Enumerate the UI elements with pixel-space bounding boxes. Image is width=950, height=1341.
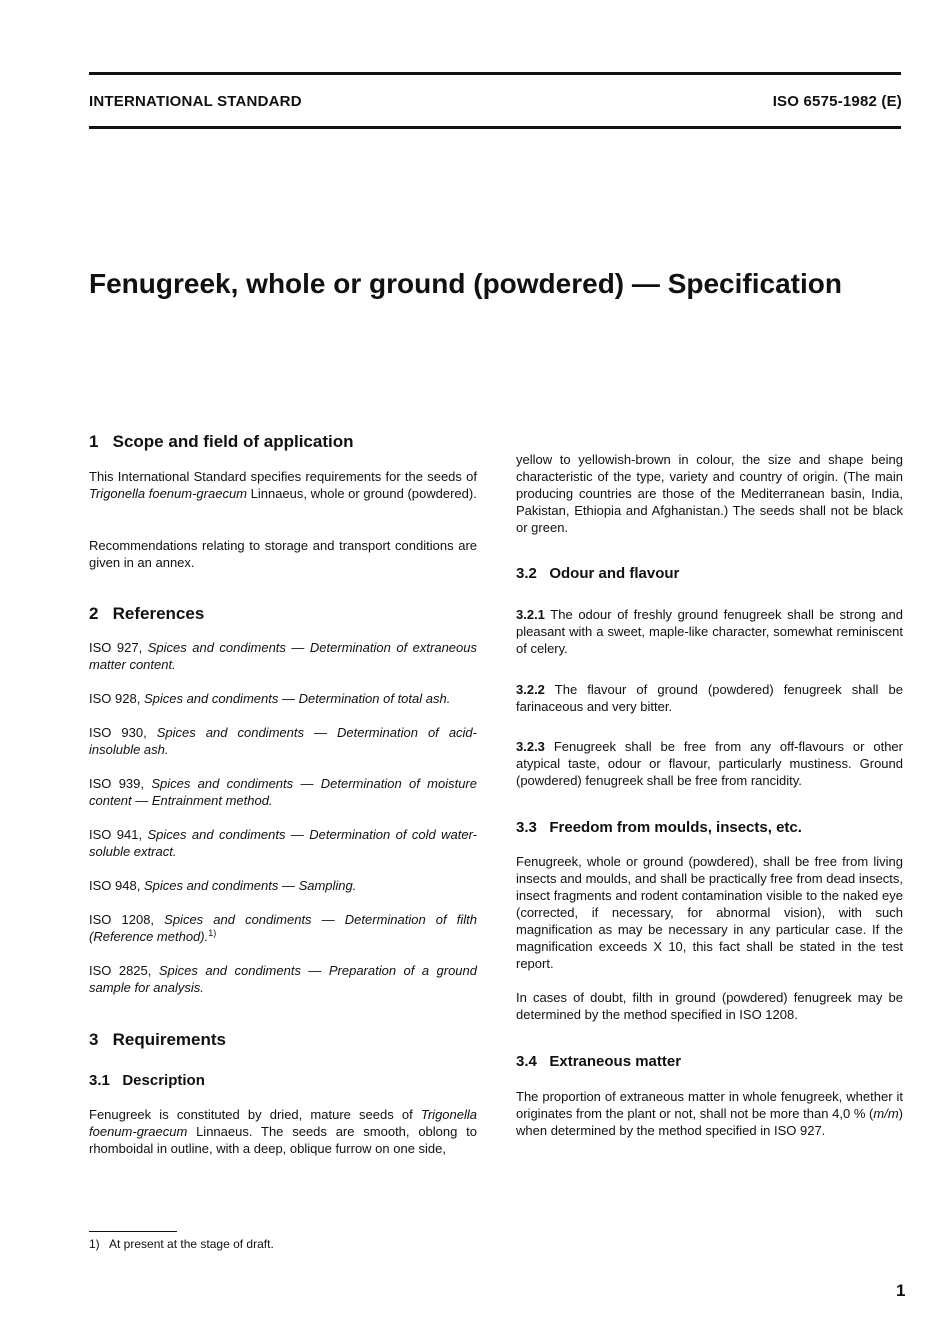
ref-number: ISO 2825, <box>89 963 152 978</box>
reference-item <box>89 724 477 758</box>
section-3-4-paragraph <box>516 1088 903 1139</box>
s1-p1-text-c: Linnaeus, whole or ground (powdered). <box>247 486 477 501</box>
ref-title: Spices and condiments — Determination of filth (Reference method). <box>89 912 477 944</box>
section-3-3-paragraph-1: Fenugreek, whole or ground (powdered), shall be free from living insects and moulds, and shall be practically free from dead insects, insect fragments and rodent contamination visible to the naked eye (corrected, if necessary, for abnormal vision), with such magnification as may be necessary in any particular case. If the magnification exceeds X 10, this fact shall be stated in the test report. <box>516 854 903 971</box>
s321-text: The odour of freshly ground fenugreek shall be strong and pleasant with a sweet, maple-like character, somewhat reminiscent of celery. <box>516 607 903 656</box>
section-3-2-3-paragraph <box>516 738 903 789</box>
ref-number: ISO 930, <box>89 725 147 740</box>
reference-item <box>89 962 477 996</box>
ref-title: Spices and condiments — Sampling. <box>143 878 357 893</box>
reference-item <box>89 911 477 945</box>
ref-number: ISO 941, <box>89 827 143 842</box>
top-rule <box>89 72 901 75</box>
section-3-1-continued: yellow to yellowish-brown in colour, the size and shape being characteristic of the type, variety and country of origin. (The main producing countries are those of the Mediterranean basin, India, Pakistan, Ethiopia and Afghanistan.) The seeds shall not be black or green. <box>516 452 903 535</box>
s1-p1-species: Trigonella foenum-graecum <box>89 486 247 501</box>
s34-unit: m/m <box>873 1106 899 1121</box>
section-1-paragraph-2: Recommendations relating to storage and transport conditions are given in an annex. <box>89 538 477 570</box>
s31-text-c: Linnaeus. The seeds are smooth, oblong to rhomboidal in outline, with a deep, oblique furrow on one side, <box>89 1124 477 1156</box>
section-3-3-heading: 3.3 Freedom from moulds, insects, etc. <box>516 819 802 836</box>
section-3-2-1-paragraph <box>516 606 903 657</box>
ref-title: Spices and condiments — Preparation of a ground sample for analysis. <box>89 963 477 995</box>
section-1-heading: 1 Scope and field of application <box>89 432 354 451</box>
ref-number: ISO 948, <box>89 878 141 893</box>
page-title: Fenugreek, whole or ground (powdered) — Specification <box>89 268 842 299</box>
s321-number: 3.2.1 <box>516 607 545 622</box>
section-3-heading: 3 Requirements <box>89 1030 226 1049</box>
header-right: ISO 6575-1982 (E) <box>772 93 902 110</box>
ref-number: ISO 928, <box>89 691 141 706</box>
ref-number: ISO 1208, <box>89 912 155 927</box>
header-rule <box>89 126 901 129</box>
section-1-paragraph-1 <box>89 468 477 502</box>
ref-title: Spices and condiments — Determination of acid-insoluble ash. <box>89 725 477 757</box>
section-3-1-heading: 3.1 Description <box>89 1072 205 1089</box>
ref-number: ISO 939, <box>89 776 145 791</box>
ref-title: Spices and condiments — Determination of extraneous matter content. <box>89 640 477 672</box>
header-left: INTERNATIONAL STANDARD <box>89 93 302 110</box>
footnote: 1) At present at the stage of draft. <box>89 1237 274 1251</box>
ref-title: Spices and condiments — Determination of cold water-soluble extract. <box>89 827 477 859</box>
reference-item <box>89 690 477 707</box>
section-2-heading: 2 References <box>89 604 205 623</box>
s34-text-c: ) when determined by the method specified in ISO 927. <box>516 1106 903 1138</box>
page-number: 1 <box>896 1281 906 1300</box>
reference-item <box>89 639 477 673</box>
footnote-rule <box>89 1231 177 1232</box>
s323-text: Fenugreek shall be free from any off-flavours or other atypical taste, odour or flavour, particularly mustiness. Ground (powdered) fenugreek shall be free from rancidity. <box>516 739 903 788</box>
reference-item <box>89 775 477 809</box>
section-3-2-2-paragraph <box>516 681 903 715</box>
reference-item <box>89 826 477 860</box>
s322-number: 3.2.2 <box>516 682 545 697</box>
reference-item <box>89 877 477 894</box>
s31-text-a: Fenugreek is constituted by dried, mature seeds of <box>89 1107 421 1122</box>
s323-number: 3.2.3 <box>516 739 545 754</box>
footnote-marker: 1) <box>208 928 217 938</box>
section-3-3-paragraph-2: In cases of doubt, filth in ground (powdered) fenugreek may be determined by the method specified in ISO 1208. <box>516 990 903 1022</box>
s1-p1-text-a: This International Standard specifies requirements for the seeds of <box>89 469 477 484</box>
ref-number: ISO 927, <box>89 640 143 655</box>
section-3-2-heading: 3.2 Odour and flavour <box>516 565 680 582</box>
s322-text: The flavour of ground (powdered) fenugreek shall be farinaceous and very bitter. <box>516 682 903 714</box>
s31-species: Trigonella foenum-graecum <box>89 1107 477 1139</box>
s34-text-a: The proportion of extraneous matter in whole fenugreek, whether it originates from the plant or not, shall not be more than 4,0 % ( <box>516 1089 903 1121</box>
ref-title: Spices and condiments — Determination of total ash. <box>143 691 451 706</box>
ref-title: Spices and condiments — Determination of moisture content — Entrainment method. <box>89 776 477 808</box>
section-3-1-paragraph <box>89 1106 477 1157</box>
section-3-4-heading: 3.4 Extraneous matter <box>516 1053 682 1070</box>
